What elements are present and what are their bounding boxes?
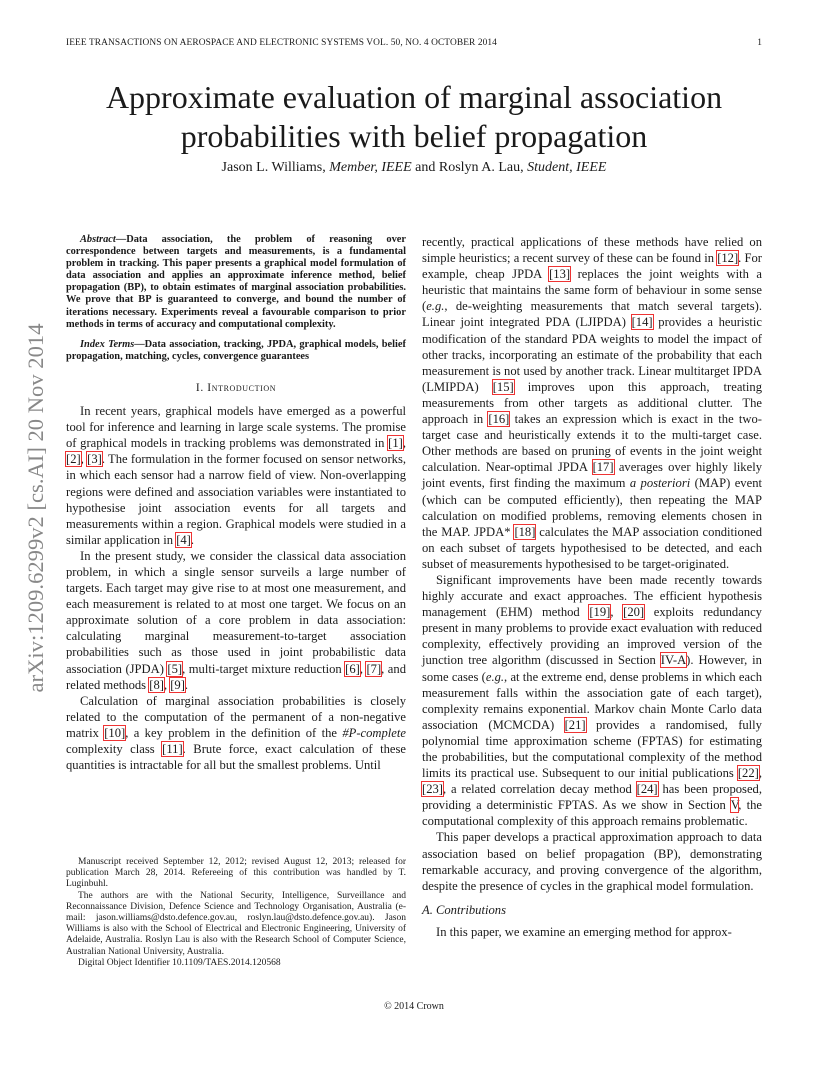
paper-title <box>60 78 768 156</box>
citation-link[interactable]: [23] <box>422 782 443 797</box>
text: recently, practical applications of these methods have relied on simple heuristics; a recent survey of these can be found in <box>422 235 762 266</box>
section-link[interactable]: IV-A <box>660 653 687 668</box>
author-line <box>60 160 768 176</box>
arxiv-sidebar <box>22 298 50 718</box>
citation-link[interactable]: [12] <box>717 251 739 266</box>
citation-link[interactable]: [10] <box>104 725 126 740</box>
emphasis: e.g. <box>485 669 505 684</box>
text: averages over highly likely joint events, first finding the maximum <box>422 460 762 491</box>
text: (MAP) event (which can be computed efficiently), then repeating the MAP calculation on modified problems, removing elements chosen in the MAP. JPDA* <box>422 476 762 539</box>
citation-link[interactable]: [5] <box>167 661 183 676</box>
running-header <box>66 38 762 52</box>
abstract <box>66 234 406 331</box>
author-and: and Roslyn A. Lau, <box>415 160 524 175</box>
citation-link[interactable]: [14] <box>631 315 653 330</box>
text: Significant improvements have been made recently towards highly accurate and exact approaches. The efficient hypothesis management (EHM) method <box>422 572 762 620</box>
citation-link[interactable]: [18] <box>514 524 536 539</box>
citation-link[interactable]: [4] <box>176 532 191 547</box>
paragraph: Significant improvements have been made recently towards highly accurate and exact approaches. The efficient hypothesis management (EHM) method [19], [20] exploits redundancy present in many problems to provide exact evaluation with reduced complexity, effectively providing an improved version of the junction tree algorithm (discussed in Section IV-A). However, in some cases (e.g., at the extreme end, dense problems in which each measurement falls within the association gate of each target), complexity remains exponential. Markov chain Monte Carlo data association (MCMCDA) [21] provides a randomised, fully polynomial time approximation scheme (FPTAS) for estimating the probabilities, but the computational complexity of the method limits its practical use. Subsequent to our initial publications [22], [23], a related correlation decay method [24] has been proposed, providing a deterministic FPTAS. As we show in Section V, the computational complexity of this approach remains problematic. <box>422 572 762 829</box>
text: , de-weighting measurements that match several targets). Linear joint integrated PDA (LJIPDA) <box>422 299 762 330</box>
citation-link[interactable]: [11] <box>162 742 183 756</box>
text: . The formulation in the former focused on sensor networks, in which each sensor had a narrow field of view. Non-overlapping regions were defined and association variables were instantiated to hypothesise joint association events for all targets and measurements within a region. Graphical models were studied in a similar application in <box>66 452 407 547</box>
citation-link[interactable]: [13] <box>549 267 571 282</box>
paragraph <box>422 234 762 572</box>
paragraph: This paper develops a practical approximation approach to data association based on belief propagation (BP), demonstrating remarkable accuracy, and proving convergence of the algorithm, despite the presence of cycles in the graphical model formulation. <box>422 830 762 893</box>
citation-link[interactable]: [2] <box>66 452 81 467</box>
paragraph <box>66 693 406 773</box>
index-terms <box>66 339 406 363</box>
copyright: © 2014 Crown <box>384 1001 444 1012</box>
citation-link[interactable]: [21] <box>564 717 586 732</box>
journal-name: IEEE TRANSACTIONS ON AEROSPACE AND ELECTRONIC SYSTEMS VOL. 50, NO. 4 OCTOBER 2014 <box>66 38 497 48</box>
citation-link[interactable]: [1] <box>388 436 403 451</box>
arxiv-id: arXiv:1209.6299v2 [cs.AI] 20 Nov 2014 <box>23 323 48 693</box>
citation-link[interactable]: [20] <box>623 605 645 620</box>
text: provides a heuristic modification of the standard PDA weights to model the impact of other tracks, incorporating an estimate of the probability that each measurement is not used by another track. Linear multitarget IPDA (LMIPDA) <box>422 315 762 394</box>
text: complexity class <box>66 742 155 756</box>
text: has been proposed, providing a deterministic FPTAS. As we show in Section <box>422 782 762 813</box>
citation-link[interactable]: [6] <box>345 661 360 676</box>
text: In recent years, graphical models have emerged as a powerful tool for inference and learning in large scale systems. The promise of graphical models in tracking problems was demonstrated in <box>66 404 406 451</box>
text: provides a randomised, fully polynomial time approximation scheme (FPTAS) for estimating the probabilities, but the computational complexity of the method limits its practical use. Subsequent to our initial publications <box>422 717 762 781</box>
text: , a key problem in the definition of the <box>125 725 337 740</box>
author-1: Jason L. Williams, <box>221 160 326 175</box>
text: , a related correlation decay method <box>442 782 632 797</box>
footnote: The authors are with the National Security, Intelligence, Surveillance and Reconnaissance Division, Defence Science and Technology Organisation, Australia (e-mail: jason.williams@dsto.defence.gov.au, roslyn.lau@dsto.defence.gov.au). Jason Williams is also with the School of Electrical and Electronic Engineering, University of Adelaide, Australia. Roslyn Lau is also with the Research School of Computer Science, Australian National University, Australia. <box>66 890 406 957</box>
citation-link[interactable]: [24] <box>636 782 658 797</box>
abstract-label: Abstract <box>80 234 116 245</box>
section-link[interactable]: V <box>730 798 739 813</box>
citation-link[interactable]: [17] <box>592 460 614 475</box>
text: replaces the joint weights with a heuristic that maintains the same form of behaviour in some sense ( <box>422 267 762 314</box>
citation-link[interactable]: [19] <box>589 605 611 620</box>
paragraph: In recent years, graphical models have emerged as a powerful tool for inference and learning in large scale systems. The promise of graphical models in tracking problems was demonstrated in [1], [2], [3]. The formulation in the former focused on sensor networks, in which each sensor had a narrow field of view. Non-overlapping regions were defined and association variables were instantiated to hypothesise joint association events for all targets and measurements within a region. Graphical models were studied in a similar application in [4]. <box>66 404 407 547</box>
text: , and related methods <box>66 661 406 692</box>
text: calculates the MAP association conditioned on each subset of targets hypothesised to be detected, and each subset of measurements hypothesised to be target-originated. <box>422 524 763 571</box>
left-column <box>66 234 406 773</box>
citation-link[interactable]: [22] <box>737 766 759 781</box>
index-terms-label: Index Terms <box>80 338 135 350</box>
paragraph: In the present study, we consider the classical data association problem, in which a single sensor surveils a large number of targets. Each target may give rise to at most one measurement, and each measurement is related to at most one target. We focus on an approximate solution of a core problem in data association: calculating marginal measurement-to-target association probabilities such as those used in joint probabilistic data association (JPDA) [5], multi-target mixture reduction [6], [7], and related methods [8], [9]. <box>66 548 406 692</box>
text: , at the extreme end, dense problems in which each measurement falls within the association gate of each target), complexity remains exponential. Markov chain Monte Carlo data association (MCMCDA) <box>422 669 762 732</box>
text: takes an expression which is exact in the two-target case and heuristically extends it to the multi-target case. Other methods are based on pruning of events in the joint weight calculation. Near-optimal JPDA <box>422 412 762 475</box>
text: improves upon this approach, treating measurements from other targets as additional clutter. The approach in <box>422 379 762 427</box>
emphasis: a posteriori <box>629 476 691 491</box>
citation-link[interactable]: [7] <box>366 661 382 676</box>
citation-link[interactable]: [16] <box>488 412 510 427</box>
text: exploits redundancy present in many problems to provide exact evaluation with reduced complexity, effectively providing an improved version of the junction tree algorithm (discussed in Section <box>422 605 762 668</box>
paragraph: In this paper, we examine an emerging method for approx- <box>436 924 732 939</box>
section-heading <box>66 380 406 396</box>
citation-link[interactable]: [9] <box>170 677 185 692</box>
page-number: 1 <box>757 38 762 48</box>
text: , the computational complexity of this approach remains problematic. <box>422 798 762 829</box>
subsection-heading: A. Contributions <box>422 902 506 917</box>
citation-link[interactable]: [15] <box>492 379 514 394</box>
footnote: Digital Object Identifier 10.1109/TAES.2014.120568 <box>78 957 281 968</box>
author-1-role: Member, IEEE <box>329 160 412 175</box>
section-title: Introduction <box>207 381 277 394</box>
emphasis: e.g. <box>426 299 445 314</box>
footnote: Manuscript received September 12, 2012; revised August 12, 2013; released for publication March 28, 2014. Refereeing of this contribution was handled by T. Luginbuhl. <box>66 857 406 890</box>
text: ). However, in some cases ( <box>422 653 762 684</box>
section-number: I. <box>195 381 204 394</box>
text: . Brute force, exact calculation of these quantities is intractable for all but the smallest problems. Until <box>66 742 406 773</box>
text: Calculation of marginal association probabilities is closely related to the computation of the permanent of a non-negative matrix <box>66 693 406 740</box>
abstract-text: —Data association, the problem of reasoning over correspondence between targets and measurements, is a fundamental problem in tracking. This paper presents a graphical model formulation of data association and applies an approximate inference method, belief propagation (BP), to obtain estimates of marginal association probabilities. We prove that BP is guaranteed to converge, and bound the number of iterations necessary. Experiments reveal a favourable comparison to prior methods in terms of accuracy and computational complexity. <box>66 234 406 330</box>
title-line-1: Approximate evaluation of marginal association <box>105 79 723 115</box>
text: In the present study, we consider the classical data association problem, in which a single sensor surveils a large number of targets. Each target may give rise to at most one measurement, and each measurement is related to at most one target. We focus on an approximate solution of a core problem in data association: calculating marginal measurement-to-target association probabilities such as those used in joint probabilistic data association (JPDA) <box>66 548 406 676</box>
emphasis: #P-complete <box>342 725 406 740</box>
index-terms-text: —Data association, tracking, JPDA, graphical models, belief propagation, matching, cycles, convergence guarantees <box>66 338 406 362</box>
citation-link[interactable]: [8] <box>149 677 164 692</box>
text: . For example, cheap JPDA <box>422 251 762 282</box>
text: , multi-target mixture reduction <box>182 661 342 676</box>
citation-link[interactable]: [3] <box>87 452 102 467</box>
title-line-2: probabilities with belief propagation <box>180 118 648 154</box>
footnotes <box>66 857 406 969</box>
right-column <box>422 234 762 940</box>
author-2-role: Student, IEEE <box>527 160 607 175</box>
